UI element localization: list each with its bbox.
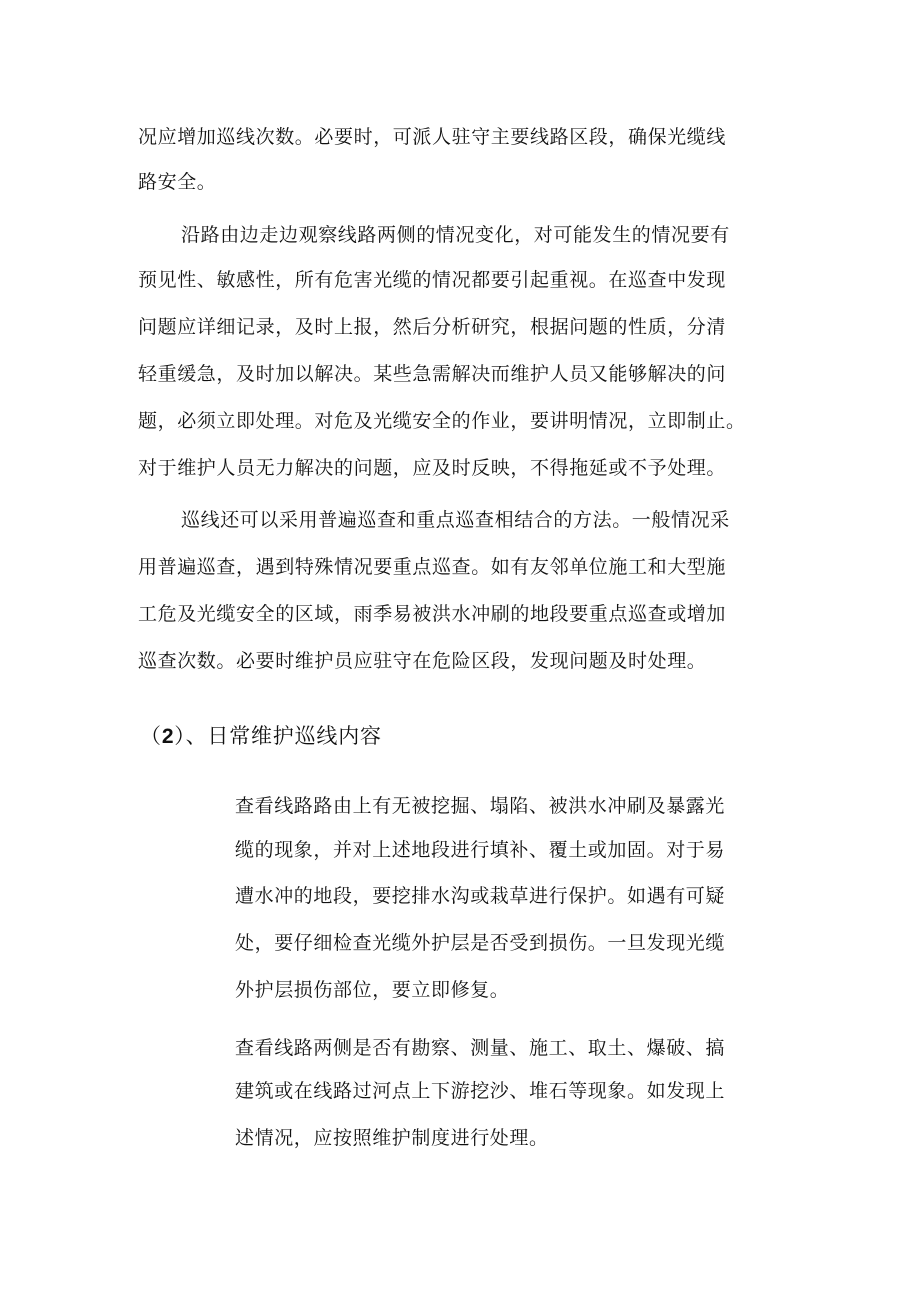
section-heading bbox=[140, 722, 382, 751]
text-line: 问题应详细记录，及时上报，然后分析研究，根据问题的性质，分清 bbox=[138, 316, 727, 338]
text-line: 遭水冲的地段，要挖排水沟或栽草进行保护。如遇有可疑 bbox=[235, 885, 726, 907]
text-line: 题，必须立即处理。对危及光缆安全的作业，要讲明情况，立即制止。 bbox=[138, 410, 746, 432]
text-line: 工危及光缆安全的区域，雨季易被洪水冲刷的地段要重点巡查或增加 bbox=[138, 603, 727, 625]
heading-title: 、日常维护巡线内容 bbox=[185, 724, 382, 748]
text-line: 用普遍巡查，遇到特殊情况要重点巡查。如有友邻单位施工和大型施 bbox=[138, 556, 727, 578]
text-line: 处，要仔细检查光缆外护层是否受到损伤。一旦发现光缆 bbox=[235, 932, 726, 954]
text-line: 查看线路两侧是否有勘察、测量、施工、取土、爆破、搞 bbox=[235, 1037, 726, 1059]
text-line: 巡线还可以采用普遍巡查和重点巡查相结合的方法。一般情况采 bbox=[181, 509, 730, 531]
heading-close-paren: ） bbox=[174, 724, 186, 748]
text-line: 况应增加巡线次数。必要时，可派人驻守主要线路区段，确保光缆线 bbox=[138, 126, 727, 148]
text-line: 建筑或在线路过河点上下游挖沙、堆石等现象。如发现上 bbox=[235, 1080, 726, 1102]
text-line: 述情况，应按照维护制度进行处理。 bbox=[235, 1127, 549, 1149]
text-line: 巡查次数。必要时维护员应驻守在危险区段，发现问题及时处理。 bbox=[138, 650, 707, 672]
text-line: 外护层损伤部位，要立即修复。 bbox=[235, 979, 510, 1001]
text-line: 查看线路路由上有无被挖掘、塌陷、被洪水冲刷及暴露光 bbox=[235, 795, 726, 817]
heading-number: 2 bbox=[161, 725, 175, 748]
heading-open-paren: （ bbox=[140, 724, 162, 748]
text-line: 沿路由边走边观察线路两侧的情况变化，对可能发生的情况要有 bbox=[181, 224, 730, 246]
text-line: 轻重缓急，及时加以解决。某些急需解决而维护人员又能够解决的问 bbox=[138, 363, 727, 385]
text-line: 路安全。 bbox=[138, 171, 217, 193]
text-line: 预见性、敏感性，所有危害光缆的情况都要引起重视。在巡查中发现 bbox=[138, 269, 727, 291]
text-line: 缆的现象，并对上述地段进行填补、覆土或加固。对于易 bbox=[235, 839, 726, 861]
text-line: 对于维护人员无力解决的问题，应及时反映，不得拖延或不予处理。 bbox=[138, 457, 727, 479]
